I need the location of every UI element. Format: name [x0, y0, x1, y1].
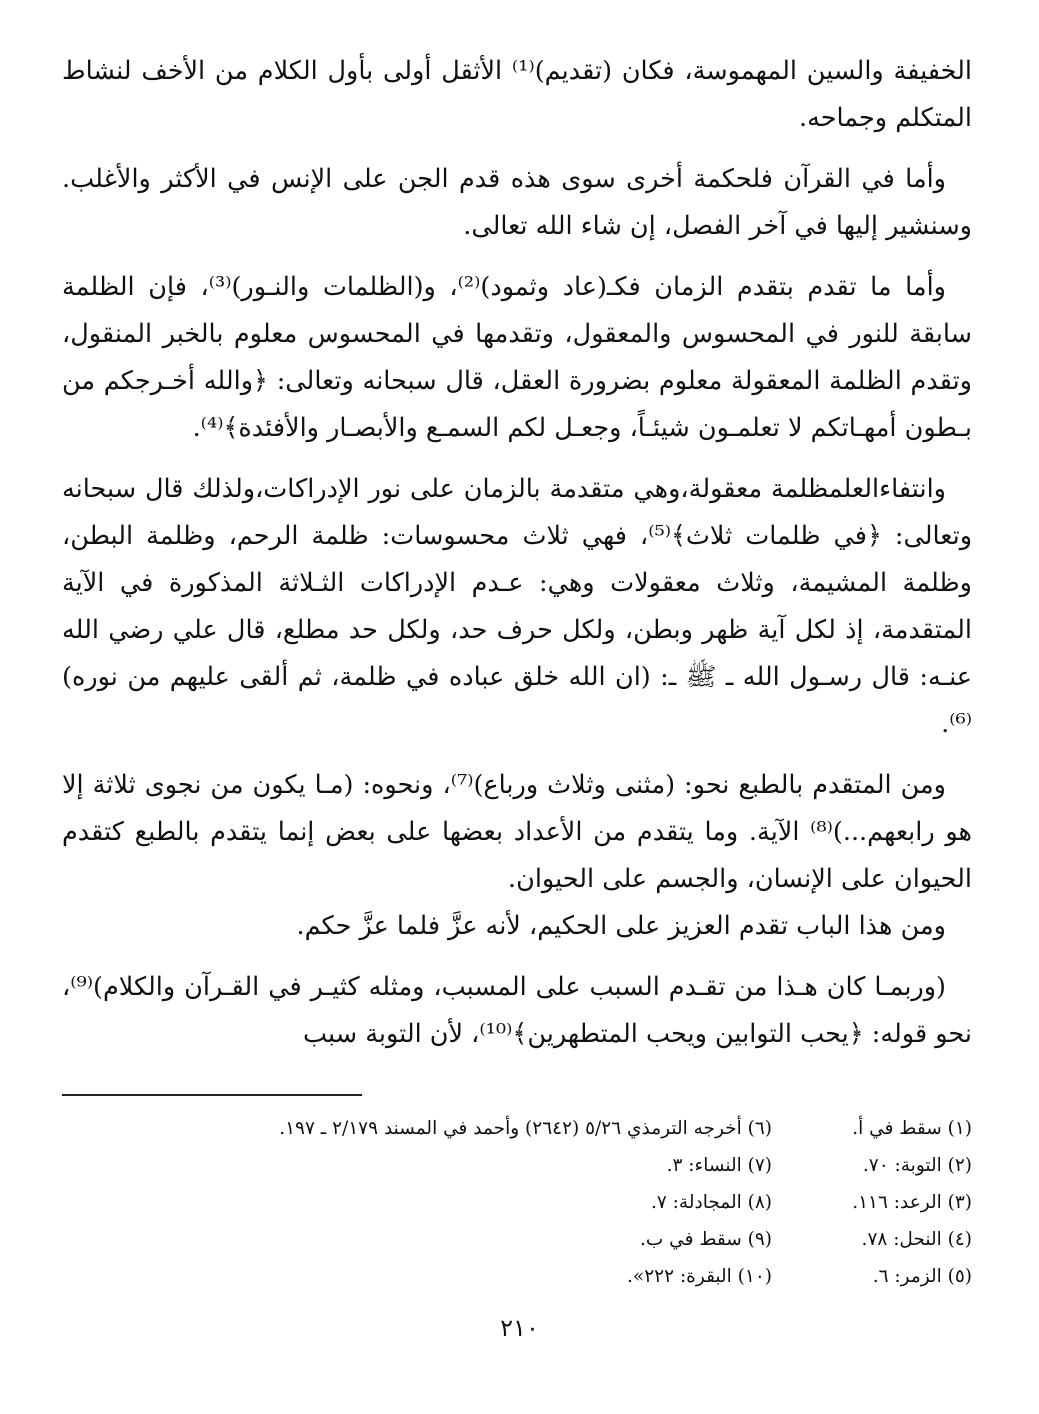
paragraph-5: ومن المتقدم بالطبع نحو: (مثنى وثلاث ورباع)⁽⁷⁾، ونحوه: (مـا يكون من نجوى ثلاثة إلا هو رابعهم...)⁽⁸⁾ الآية. وما يتقدم من الأعداد بعضها على بعض إنما يتقدم بالطبع كتقدم الحيوان على الإنسان، والجسم على الحيوان.: [62, 770, 972, 894]
footnote-6: (٦) أخرجه الترمذي ٥/٢٦ (٢٦٤٢) وأحمد في المسند ٢/١٧٩ ـ ١٩٧.: [279, 1118, 772, 1139]
paragraph-7: (وربمـا كان هـذا من تقـدم السبب على المسبب، ومثله كثيـر في القـرآن والكلام)⁽⁹⁾، نحو قوله: ﴿يحب التوابين ويحب المتطهرين﴾⁽¹⁰⁾، لأن التوبة سبب: [62, 972, 972, 1049]
footnote-5: (٥) الزمر: ٦.: [872, 1266, 972, 1287]
page-body: [62, 48, 972, 1058]
footnotes: [62, 1110, 972, 1295]
paragraph-6: ومن هذا الباب تقدم العزيز على الحكيم، لأنه عزَّ فلما عزَّ حكم.: [296, 911, 946, 941]
footnote-7: (٧) النساء: ٣.: [666, 1155, 772, 1176]
footnote-3: (٣) الرعد: ١١٦.: [852, 1192, 972, 1213]
paragraph-1: الخفيفة والسين المهموسة، فكان (تقديم)⁽¹⁾ الأثقل أولى بأول الكلام من الأخف لنشاط المتكلم وجماحه.: [62, 56, 972, 133]
footnote-8: (٨) المجادلة: ٧.: [650, 1192, 772, 1213]
paragraph-2: وأما في القرآن فلحكمة أخرى سوى هذه قدم الجن على الإنس في الأكثر والأغلب. وسنشير إليها في آخر الفصل، إن شاء الله تعالى.: [62, 164, 972, 241]
page-number: ٢١٠: [500, 1314, 539, 1342]
footnote-4: (٤) النحل: ٧٨.: [861, 1229, 972, 1250]
footnote-10: (١٠) البقرة: ٢٢٢».: [627, 1266, 772, 1287]
footnotes-column-left: [62, 1110, 772, 1295]
footnotes-column-right: [772, 1110, 972, 1295]
footnote-separator: [62, 1094, 362, 1096]
paragraph-3: وأما ما تقدم بتقدم الزمان فكـ(عاد وثمود)⁽²⁾، و(الظلمات والنـور)⁽³⁾، فإن الظلمة سابقة للنور في المحسوس والمعقول، وتقدمها في المحسوس معلوم بالخبر المنقول، وتقدم الظلمة المعقولة معلوم بضرورة العقل، قال سبحانه وتعالى: ﴿والله أخـرجكم من بـطون أمهـاتكم لا تعلمـون شيئـاً، وجعـل لكم السمـع والأبصـار والأفئدة﴾⁽⁴⁾.: [62, 272, 972, 443]
paragraph-4: وانتفاءالعلمظلمة معقولة،وهي متقدمة بالزمان على نور الإدراكات،ولذلك قال سبحانه وتعالى: ﴿في ظلمات ثلاث﴾⁽⁵⁾، فهي ثلاث محسوسات: ظلمة الرحم، وظلمة البطن، وظلمة المشيمة، وثلاث معقولات وهي: عـدم الإدراكات الثـلاثة المذكورة في الآية المتقدمة، إذ لكل آية ظهر وبطن، ولكل حرف حد، ولكل حد مطلع، قال علي رضي الله عنـه: قال رسـول الله ـ ﷺ ـ: (ان الله خلق عباده في ظلمة، ثم ألقى عليهم من نوره)⁽⁶⁾.: [62, 474, 973, 739]
footnote-2: (٢) التوبة: ٧٠.: [862, 1155, 972, 1176]
footnote-1: (١) سقط في أ.: [852, 1118, 972, 1139]
footnote-9: (٩) سقط في ب.: [640, 1229, 772, 1250]
